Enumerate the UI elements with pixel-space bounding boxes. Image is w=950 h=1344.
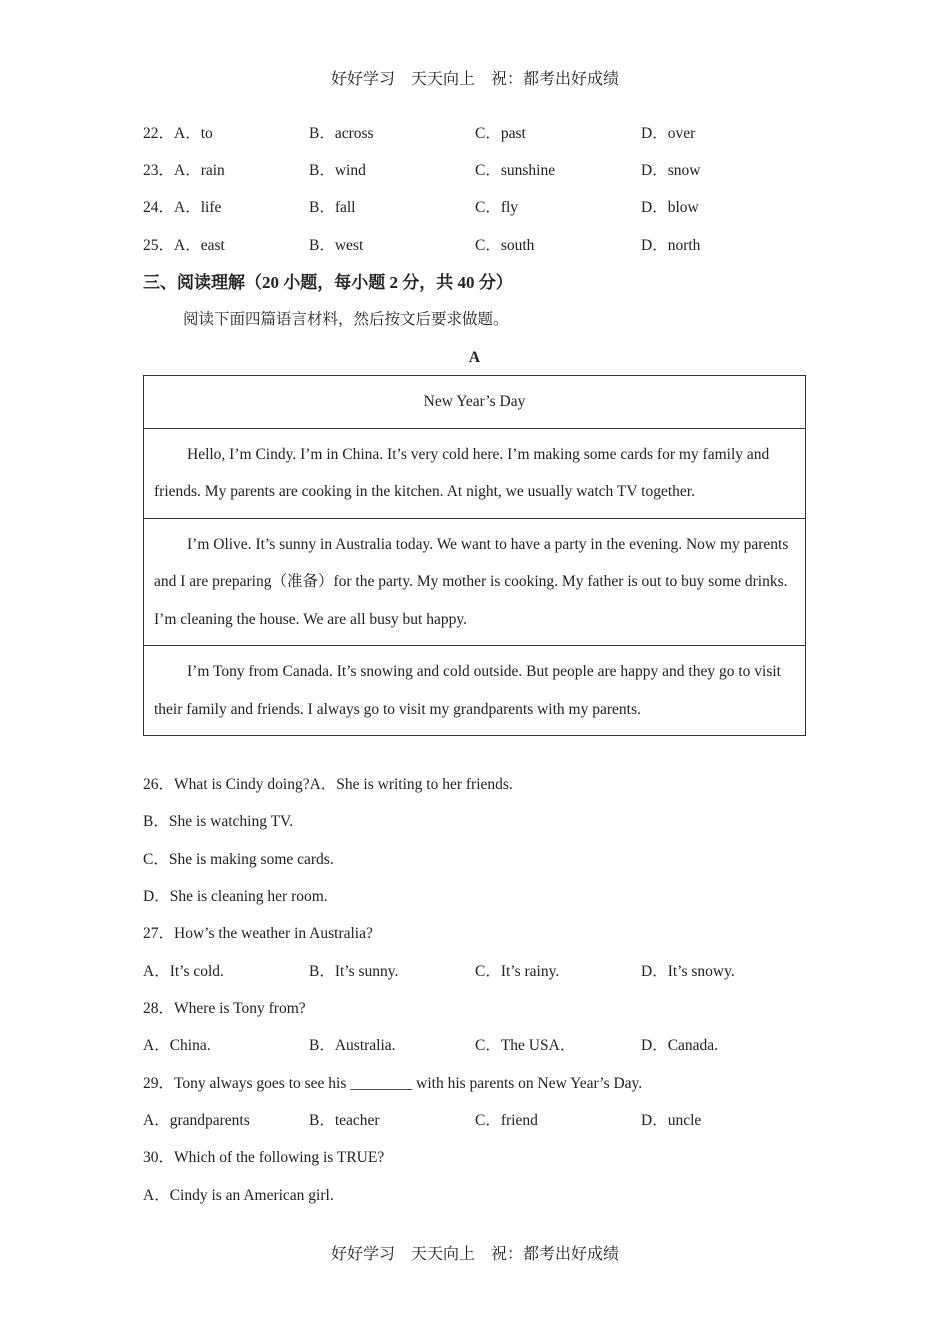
- section-title: 三、阅读理解（20 小题，每小题 2 分，共 40 分）: [143, 273, 513, 292]
- question-28-options: [143, 1035, 806, 1057]
- option-d: D．over: [641, 125, 696, 142]
- option-a: 22．A．to: [143, 125, 213, 142]
- page-footer: 好好学习 天天向上 祝：都考出好成绩: [330, 1246, 619, 1263]
- option-a: 24．A．life: [143, 199, 222, 216]
- option-d: D．Canada.: [641, 1037, 719, 1054]
- option-c: C．friend: [475, 1112, 538, 1129]
- option-b: B．Australia.: [309, 1037, 396, 1054]
- option-a: A．It’s cold.: [143, 963, 224, 980]
- question-27-stem: 27．How’s the weather in Australia?: [143, 925, 373, 942]
- option-b: B．It’s sunny.: [309, 963, 399, 980]
- passage-label: A: [468, 349, 481, 366]
- option-a: A．grandparents: [143, 1112, 250, 1129]
- question-26-stem: 26．What is Cindy doing?A．She is writing to her friends.: [143, 776, 513, 793]
- passage-title: New Year’s Day: [144, 376, 806, 429]
- option-d: D．It’s snowy.: [641, 963, 735, 980]
- paragraph: Hello, I’m Cindy. I’m in China. It’s very cold here. I’m making some cards for my family and friends. My parents are cooking in the kitchen. At night, we usually watch TV together.: [154, 445, 770, 500]
- option-b: B．teacher: [309, 1112, 380, 1129]
- section-instruction: 阅读下面四篇语言材料，然后按文后要求做题。: [183, 311, 509, 328]
- option-d: D．blow: [641, 199, 699, 216]
- question-26-option-b: B．She is watching TV.: [143, 813, 294, 830]
- question-26-option-d: D．She is cleaning her room.: [143, 888, 328, 905]
- page-header: 好好学习 天天向上 祝：都考出好成绩: [330, 71, 619, 88]
- option-b: B．west: [309, 237, 364, 254]
- option-c: C．sunshine: [475, 162, 556, 179]
- option-c: C．past: [475, 125, 526, 142]
- option-a: 25．A．east: [143, 237, 225, 254]
- question-30-stem: 30．Which of the following is TRUE?: [143, 1149, 385, 1166]
- passage-tony: [144, 646, 806, 736]
- passage-cindy: [144, 428, 806, 518]
- paragraph: I’m Tony from Canada. It’s snowing and cold outside. But people are happy and they go to visit their family and friends. I always go to visit my grandparents with my parents.: [154, 663, 781, 718]
- question-28-stem: 28．Where is Tony from?: [143, 1000, 306, 1017]
- option-a: A．China.: [143, 1037, 211, 1054]
- question-29-stem: 29．Tony always goes to see his ________ with his parents on New Year’s Day.: [143, 1075, 643, 1092]
- option-d: D．north: [641, 237, 701, 254]
- option-c: C．The USA．: [475, 1037, 576, 1054]
- option-c: C．south: [475, 237, 535, 254]
- option-b: B．fall: [309, 199, 356, 216]
- option-c: C．fly: [475, 199, 519, 216]
- option-d: D．uncle: [641, 1112, 702, 1129]
- option-a: 23．A．rain: [143, 162, 225, 179]
- option-b: B．across: [309, 125, 374, 142]
- question-27-options: [143, 961, 806, 983]
- paragraph: I’m Olive. It’s sunny in Australia today. We want to have a party in the evening. Now my parents and I are preparing（准备）for the party. My mother is cooking. My father is out to buy some drinks. I’m cleaning the house. We are all busy but happy.: [154, 535, 789, 628]
- question-29-options: [143, 1110, 806, 1132]
- option-d: D．snow: [641, 162, 701, 179]
- option-c: C．It’s rainy.: [475, 963, 560, 980]
- passage-table: [143, 375, 806, 736]
- option-b: B．wind: [309, 162, 366, 179]
- question-30-option-a: A．Cindy is an American girl.: [143, 1187, 334, 1204]
- question-26-option-c: C．She is making some cards.: [143, 851, 334, 868]
- passage-olive: [144, 518, 806, 646]
